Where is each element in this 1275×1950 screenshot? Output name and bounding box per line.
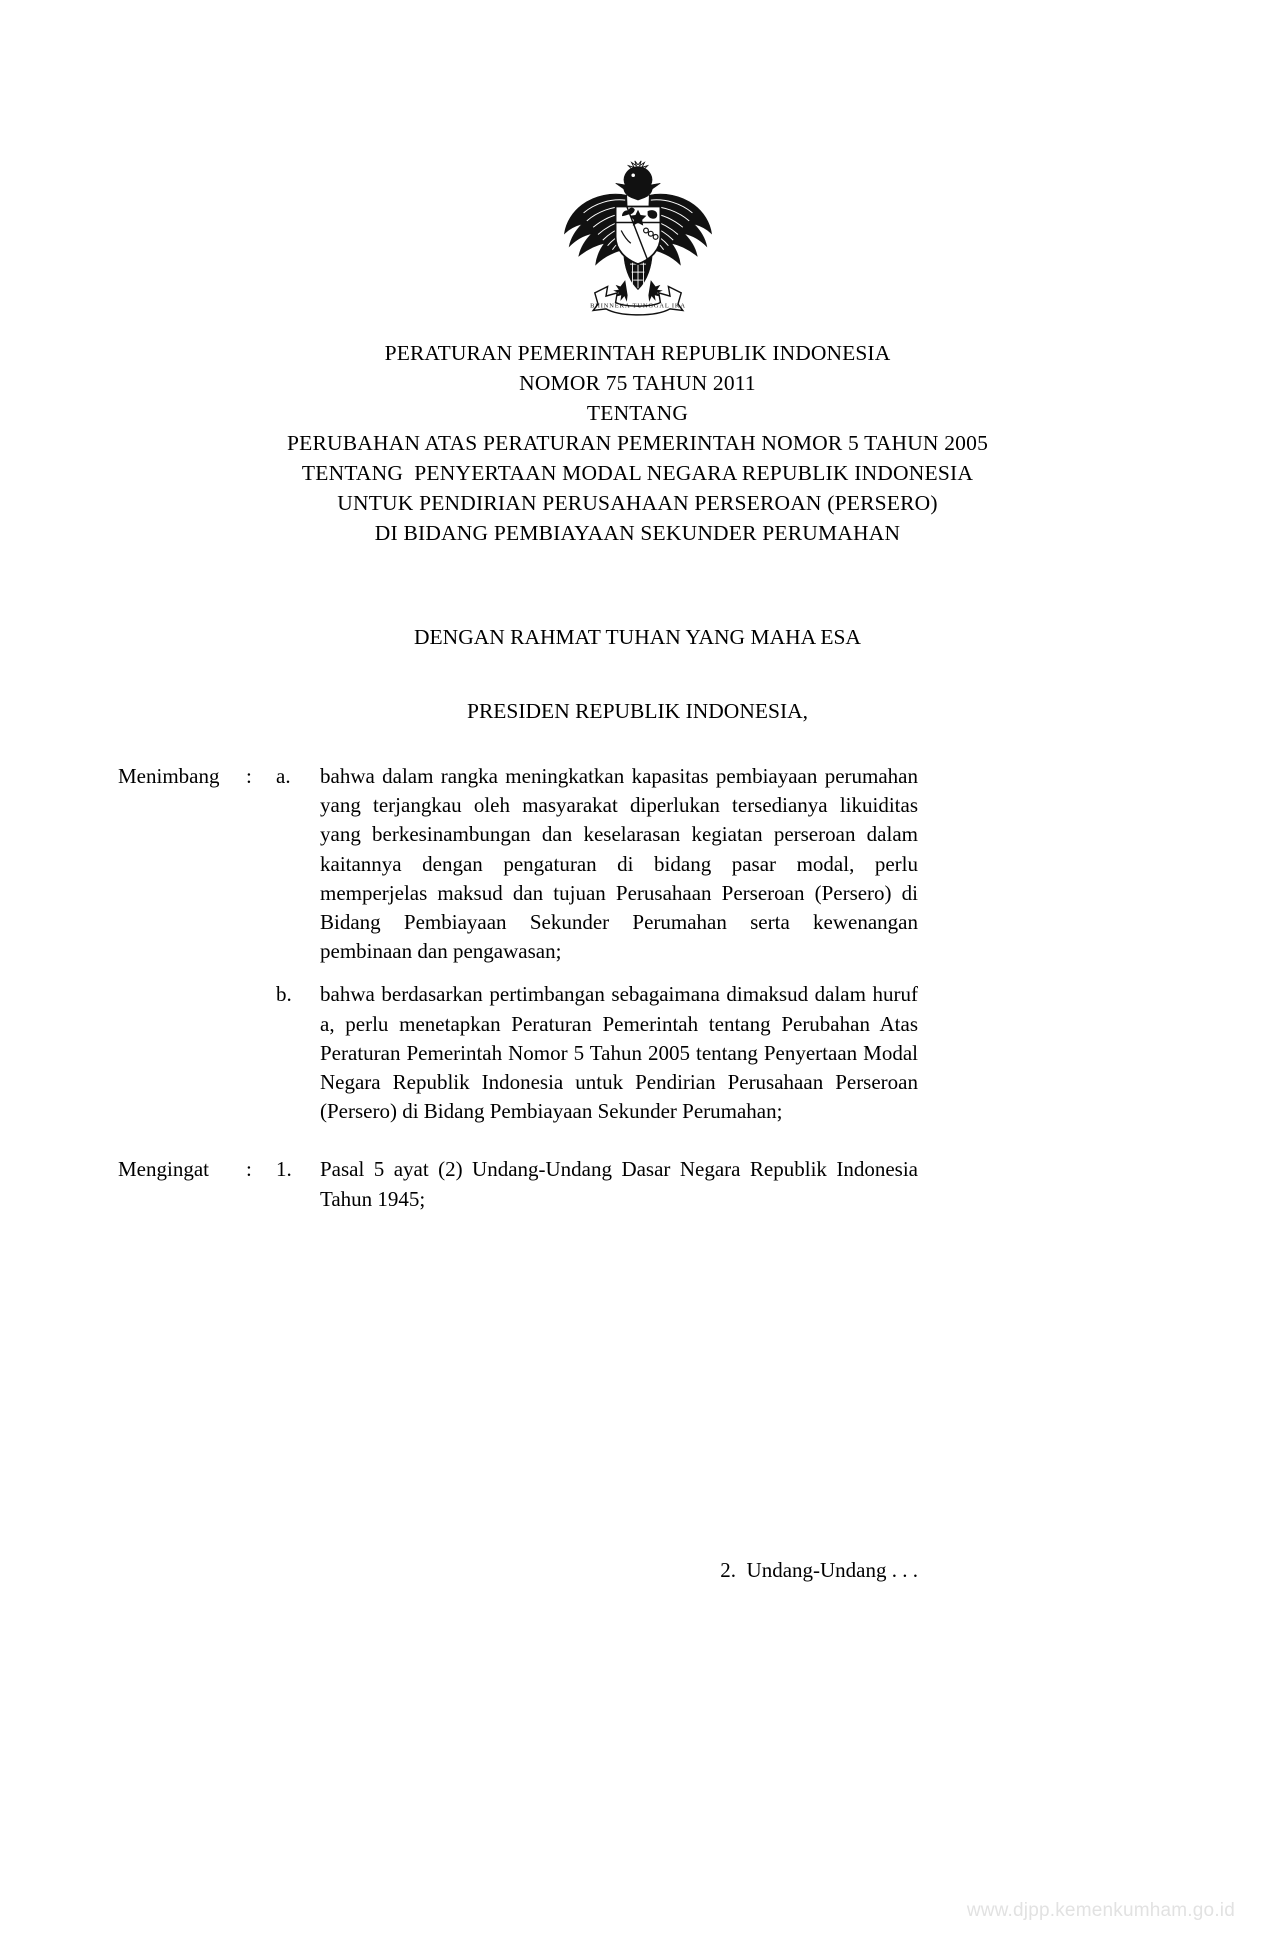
blessing-block: [0, 622, 1275, 652]
continuation-marker: 2. Undang-Undang . . .: [720, 1558, 918, 1582]
clause-group-mengingat: [118, 1155, 918, 1213]
footer-watermark: www.djpp.kemenkumham.go.id: [966, 1900, 1235, 1921]
clause-marker-b: b.: [276, 982, 292, 1007]
issuer-block: [0, 696, 1275, 726]
title-line-5: TENTANG PENYERTAAN MODAL NEGARA REPUBLIK INDONESIA: [301, 461, 974, 485]
section-spacer: [118, 1126, 918, 1155]
garuda-pancasila-emblem: [558, 160, 718, 325]
clause-label-menimbang: Menimbang: [118, 764, 220, 788]
document-title-block: [0, 338, 1275, 548]
clause-text-b: bahwa berdasarkan pertimbangan sebagaimana dimaksud dalam huruf a, perlu menetapkan Peraturan Pemerintah tentang Perubahan Atas Peraturan Pemerintah Nomor 5 Tahun 2005 tentang Penyertaan Modal Negara Republik Indonesia untuk Pendirian Perusahaan Perseroan (Persero) di Bidang Pembiayaan Sekunder Perumahan;: [320, 982, 918, 1124]
clause-group-menimbang: [118, 762, 918, 1126]
clauses-section: [118, 762, 918, 1214]
clause-item: [118, 1155, 918, 1213]
svg-text:BHINNEKA TUNGGAL IKA: BHINNEKA TUNGGAL IKA: [589, 302, 686, 310]
clause-item: [118, 762, 918, 966]
title-line-2: NOMOR 75 TAHUN 2011: [519, 371, 756, 395]
clause-marker-1: 1.: [276, 1157, 292, 1182]
title-line-6: UNTUK PENDIRIAN PERUSAHAAN PERSEROAN (PERSERO): [337, 491, 938, 515]
clause-text-a: bahwa dalam rangka meningkatkan kapasitas pembiayaan perumahan yang terjangkau oleh masyarakat diperlukan tersedianya likuiditas yang berkesinambungan dan keselarasan kegiatan perseroan dalam kaitannya dengan pengaturan di bidang pasar modal, perlu memperjelas maksud dan tujuan Perusahaan Perseroan (Persero) di Bidang Pembiayaan Sekunder Perumahan serta kewenangan pembinaan dan pengawasan;: [320, 764, 918, 964]
clause-colon: :: [246, 764, 252, 788]
emblem-container: [0, 160, 1275, 325]
blessing-text: DENGAN RAHMAT TUHAN YANG MAHA ESA: [414, 625, 861, 649]
clause-colon: :: [246, 1157, 252, 1182]
title-line-3: TENTANG: [586, 401, 689, 425]
title-line-4: PERUBAHAN ATAS PERATURAN PEMERINTAH NOMOR 5 TAHUN 2005: [286, 431, 989, 455]
clause-text-1: Pasal 5 ayat (2) Undang-Undang Dasar Negara Republik Indonesia Tahun 1945;: [320, 1157, 918, 1211]
clause-item: [118, 980, 918, 1126]
title-line-7: DI BIDANG PEMBIAYAAN SEKUNDER PERUMAHAN: [374, 521, 901, 545]
issuer-text: PRESIDEN REPUBLIK INDONESIA,: [466, 699, 809, 723]
title-line-1: PERATURAN PEMERINTAH REPUBLIK INDONESIA: [384, 341, 891, 365]
clause-label-mengingat: Mengingat: [118, 1157, 209, 1182]
clause-marker-a: a.: [276, 764, 291, 788]
